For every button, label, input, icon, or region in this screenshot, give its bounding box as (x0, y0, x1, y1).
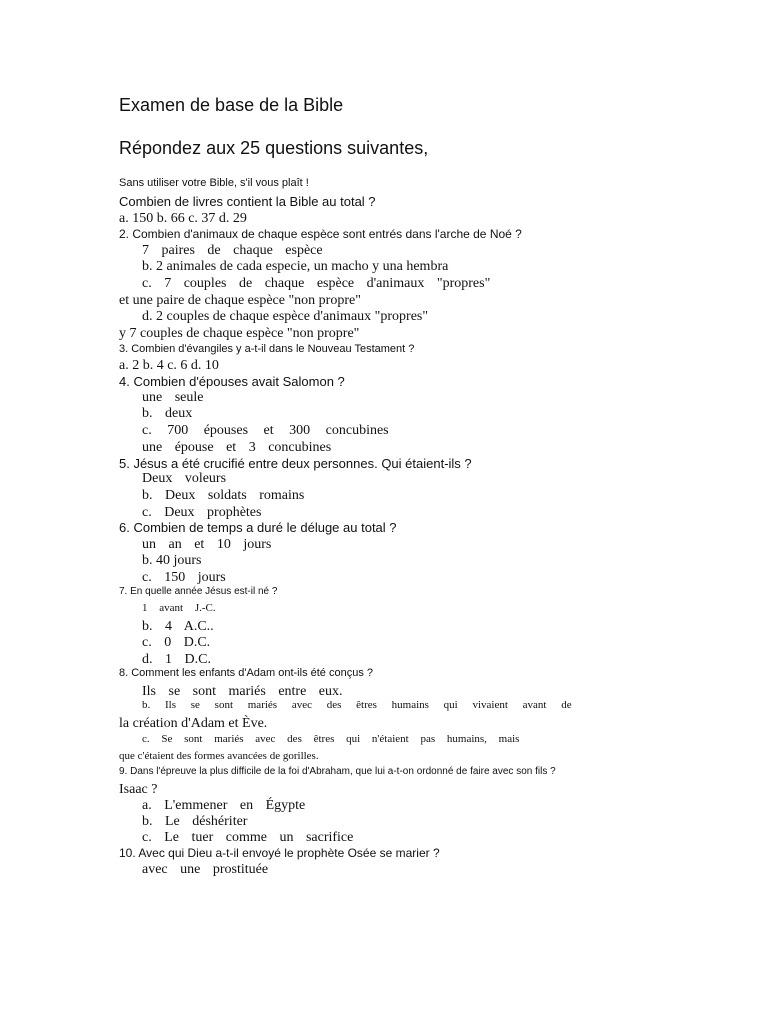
answer-line: b. Le déshériter (142, 814, 248, 829)
question-line: 9. Dans l'épreuve la plus difficile de la foi d'Abraham, que lui a-t-on ordonné de faire avec son fils ? (119, 766, 556, 777)
answer-line: Deux voleurs (142, 471, 227, 486)
question-line: 7. En quelle année Jésus est-il né ? (119, 586, 278, 597)
question-line: Combien de livres contient la Bible au total ? (119, 194, 376, 209)
answer-line: a. 2 b. 4 c. 6 d. 10 (119, 358, 219, 373)
answer-line: b. Ils se sont mariés avec des êtres humains qui vivaient avant de (142, 699, 572, 711)
question-line: 4. Combien d'épouses avait Salomon ? (119, 374, 345, 389)
answer-line: b. 40 jours (142, 553, 202, 568)
question-line: 6. Combien de temps a duré le déluge au total ? (119, 520, 397, 535)
answer-line: une seule (142, 390, 204, 405)
answer-line: une épouse et 3 concubines (142, 440, 332, 455)
answer-line: d. 1 D.C. (142, 652, 211, 667)
question-line: 10. Avec qui Dieu a-t-il envoyé le prophète Osée se marier ? (119, 846, 440, 860)
answer-line: d. 2 couples de chaque espèce d'animaux "propres" (142, 309, 429, 324)
answer-line: b. deux (142, 406, 193, 421)
question-line: 3. Combien d'évangiles y a-t-il dans le Nouveau Testament ? (119, 343, 415, 355)
question-line: 5. Jésus a été crucifié entre deux personnes. Qui étaient-ils ? (119, 456, 472, 471)
instruction-text: Sans utiliser votre Bible, s'il vous plaît ! (119, 177, 309, 189)
document-subtitle: Répondez aux 25 questions suivantes, (119, 138, 429, 158)
answer-line: que c'étaient des formes avancées de gorilles. (119, 750, 319, 762)
answer-line: avec une prostituée (142, 862, 269, 877)
answer-line: c. Se sont mariés avec des êtres qui n'étaient pas humains, mais (142, 733, 520, 745)
answer-line: c. 150 jours (142, 570, 226, 585)
answer-line: un an et 10 jours (142, 537, 272, 552)
answer-line: 7 paires de chaque espèce (142, 243, 323, 258)
answer-line: 1 avant J.-C. (142, 602, 216, 614)
answer-line: b. 4 A.C.. (142, 619, 214, 634)
answer-line: y 7 couples de chaque espèce "non propre" (119, 326, 360, 341)
answer-line: b. 2 animales de cada especie, un macho y una hembra (142, 259, 449, 274)
document-title: Examen de base de la Bible (119, 95, 344, 115)
answer-line: a. 150 b. 66 c. 37 d. 29 (119, 211, 247, 226)
answer-line: c. Deux prophètes (142, 505, 262, 520)
answer-line: c. 7 couples de chaque espèce d'animaux "propres" (142, 276, 491, 291)
answer-line: b. Deux soldats romains (142, 488, 305, 503)
answer-line: c. 0 D.C. (142, 635, 211, 650)
answer-line: c. Le tuer comme un sacrifice (142, 830, 354, 845)
answer-line: a. L'emmener en Égypte (142, 798, 306, 813)
question-line: 8. Comment les enfants d'Adam ont-ils été conçus ? (119, 667, 374, 679)
answer-line: Isaac ? (119, 782, 158, 797)
answer-line: Ils se sont mariés entre eux. (142, 684, 343, 699)
answer-line: c. 700 épouses et 300 concubines (142, 423, 389, 438)
answer-line: la création d'Adam et Ève. (119, 716, 268, 731)
answer-line: et une paire de chaque espèce "non propre" (119, 293, 361, 308)
question-line: 2. Combien d'animaux de chaque espèce sont entrés dans l'arche de Noé ? (119, 227, 522, 241)
